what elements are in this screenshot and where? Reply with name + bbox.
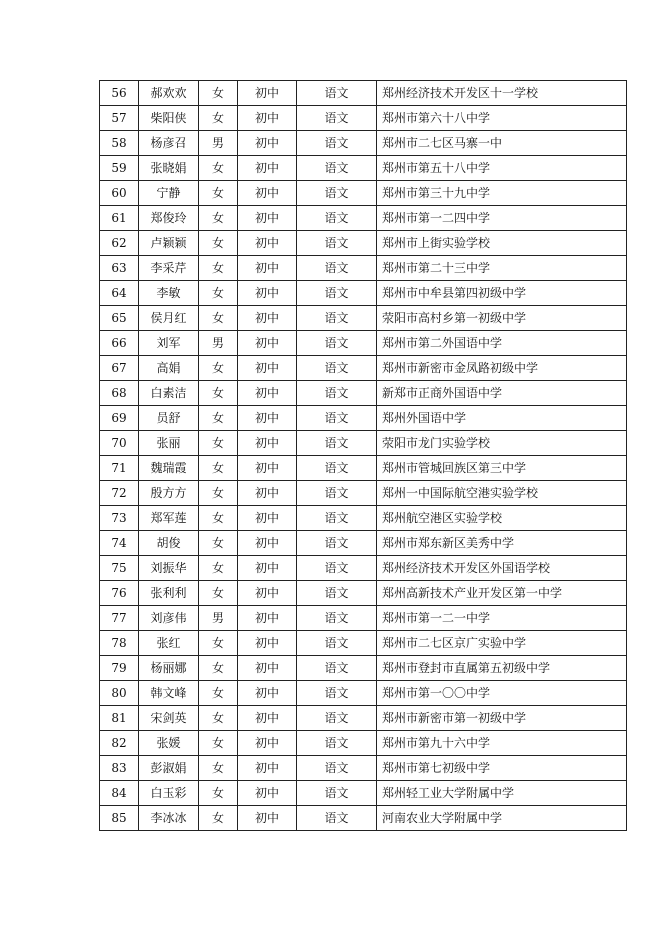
gender-cell: 男	[199, 131, 238, 156]
row-number-cell: 61	[100, 206, 139, 231]
subject-cell: 语文	[297, 481, 377, 506]
school-cell: 郑州市二七区马寨一中	[377, 131, 627, 156]
level-cell: 初中	[238, 81, 297, 106]
row-number-cell: 58	[100, 131, 139, 156]
school-cell: 郑州市第一〇〇中学	[377, 681, 627, 706]
row-number-cell: 67	[100, 356, 139, 381]
row-number-cell: 63	[100, 256, 139, 281]
school-cell: 郑州市管城回族区第三中学	[377, 456, 627, 481]
school-cell: 郑州市新密市第一初级中学	[377, 706, 627, 731]
gender-cell: 女	[199, 106, 238, 131]
row-number-cell: 71	[100, 456, 139, 481]
table-row	[100, 806, 627, 831]
level-cell: 初中	[238, 256, 297, 281]
gender-cell: 女	[199, 631, 238, 656]
gender-cell: 女	[199, 306, 238, 331]
name-cell: 高娟	[139, 356, 199, 381]
school-cell: 郑州市第三十九中学	[377, 181, 627, 206]
gender-cell: 女	[199, 381, 238, 406]
school-cell: 荥阳市高村乡第一初级中学	[377, 306, 627, 331]
level-cell: 初中	[238, 456, 297, 481]
name-cell: 魏瑞霞	[139, 456, 199, 481]
subject-cell: 语文	[297, 181, 377, 206]
gender-cell: 女	[199, 681, 238, 706]
table-row	[100, 681, 627, 706]
name-cell: 韩文峰	[139, 681, 199, 706]
row-number-cell: 81	[100, 706, 139, 731]
table-row	[100, 106, 627, 131]
name-cell: 宋剑英	[139, 706, 199, 731]
table-row	[100, 431, 627, 456]
gender-cell: 女	[199, 531, 238, 556]
subject-cell: 语文	[297, 106, 377, 131]
row-number-cell: 77	[100, 606, 139, 631]
school-cell: 郑州市第七初级中学	[377, 756, 627, 781]
gender-cell: 女	[199, 156, 238, 181]
subject-cell: 语文	[297, 81, 377, 106]
school-cell: 郑州市上街实验学校	[377, 231, 627, 256]
row-number-cell: 62	[100, 231, 139, 256]
level-cell: 初中	[238, 356, 297, 381]
name-cell: 李采芹	[139, 256, 199, 281]
row-number-cell: 73	[100, 506, 139, 531]
subject-cell: 语文	[297, 756, 377, 781]
table-row	[100, 456, 627, 481]
level-cell: 初中	[238, 731, 297, 756]
school-cell: 郑州市新密市金凤路初级中学	[377, 356, 627, 381]
table-row	[100, 706, 627, 731]
roster-body	[100, 81, 627, 831]
table-row	[100, 156, 627, 181]
subject-cell: 语文	[297, 231, 377, 256]
name-cell: 李冰冰	[139, 806, 199, 831]
gender-cell: 女	[199, 81, 238, 106]
subject-cell: 语文	[297, 306, 377, 331]
row-number-cell: 83	[100, 756, 139, 781]
name-cell: 张利利	[139, 581, 199, 606]
table-row	[100, 231, 627, 256]
gender-cell: 女	[199, 756, 238, 781]
level-cell: 初中	[238, 631, 297, 656]
table-row	[100, 381, 627, 406]
subject-cell: 语文	[297, 656, 377, 681]
name-cell: 杨丽娜	[139, 656, 199, 681]
name-cell: 刘振华	[139, 556, 199, 581]
level-cell: 初中	[238, 706, 297, 731]
school-cell: 郑州市第二十三中学	[377, 256, 627, 281]
name-cell: 胡俊	[139, 531, 199, 556]
level-cell: 初中	[238, 406, 297, 431]
table-row	[100, 256, 627, 281]
row-number-cell: 59	[100, 156, 139, 181]
level-cell: 初中	[238, 781, 297, 806]
row-number-cell: 75	[100, 556, 139, 581]
subject-cell: 语文	[297, 556, 377, 581]
name-cell: 郑军莲	[139, 506, 199, 531]
level-cell: 初中	[238, 531, 297, 556]
gender-cell: 女	[199, 506, 238, 531]
gender-cell: 女	[199, 456, 238, 481]
name-cell: 白素洁	[139, 381, 199, 406]
table-row	[100, 481, 627, 506]
level-cell: 初中	[238, 431, 297, 456]
level-cell: 初中	[238, 556, 297, 581]
table-row	[100, 406, 627, 431]
gender-cell: 女	[199, 281, 238, 306]
gender-cell: 女	[199, 356, 238, 381]
table-row	[100, 756, 627, 781]
name-cell: 张红	[139, 631, 199, 656]
school-cell: 郑州高新技术产业开发区第一中学	[377, 581, 627, 606]
gender-cell: 女	[199, 706, 238, 731]
name-cell: 刘军	[139, 331, 199, 356]
row-number-cell: 65	[100, 306, 139, 331]
school-cell: 郑州航空港区实验学校	[377, 506, 627, 531]
level-cell: 初中	[238, 656, 297, 681]
name-cell: 郑俊玲	[139, 206, 199, 231]
gender-cell: 女	[199, 406, 238, 431]
subject-cell: 语文	[297, 531, 377, 556]
row-number-cell: 57	[100, 106, 139, 131]
subject-cell: 语文	[297, 806, 377, 831]
name-cell: 杨彦召	[139, 131, 199, 156]
table-row	[100, 206, 627, 231]
name-cell: 刘彦伟	[139, 606, 199, 631]
subject-cell: 语文	[297, 256, 377, 281]
school-cell: 河南农业大学附属中学	[377, 806, 627, 831]
school-cell: 郑州市第九十六中学	[377, 731, 627, 756]
level-cell: 初中	[238, 156, 297, 181]
subject-cell: 语文	[297, 331, 377, 356]
name-cell: 李敏	[139, 281, 199, 306]
school-cell: 郑州外国语中学	[377, 406, 627, 431]
subject-cell: 语文	[297, 456, 377, 481]
row-number-cell: 82	[100, 731, 139, 756]
level-cell: 初中	[238, 606, 297, 631]
subject-cell: 语文	[297, 506, 377, 531]
table-row	[100, 656, 627, 681]
school-cell: 郑州市第一二四中学	[377, 206, 627, 231]
table-row	[100, 81, 627, 106]
school-cell: 郑州市中牟县第四初级中学	[377, 281, 627, 306]
table-row	[100, 356, 627, 381]
row-number-cell: 84	[100, 781, 139, 806]
level-cell: 初中	[238, 806, 297, 831]
table-row	[100, 781, 627, 806]
school-cell: 郑州市第五十八中学	[377, 156, 627, 181]
table-row	[100, 556, 627, 581]
subject-cell: 语文	[297, 681, 377, 706]
level-cell: 初中	[238, 681, 297, 706]
gender-cell: 男	[199, 331, 238, 356]
row-number-cell: 66	[100, 331, 139, 356]
row-number-cell: 70	[100, 431, 139, 456]
level-cell: 初中	[238, 506, 297, 531]
name-cell: 员舒	[139, 406, 199, 431]
level-cell: 初中	[238, 231, 297, 256]
teacher-roster-table	[99, 80, 627, 831]
name-cell: 张晓娟	[139, 156, 199, 181]
school-cell: 郑州市二七区京广实验中学	[377, 631, 627, 656]
gender-cell: 男	[199, 606, 238, 631]
row-number-cell: 69	[100, 406, 139, 431]
subject-cell: 语文	[297, 631, 377, 656]
school-cell: 郑州市郑东新区美秀中学	[377, 531, 627, 556]
gender-cell: 女	[199, 256, 238, 281]
row-number-cell: 85	[100, 806, 139, 831]
school-cell: 郑州经济技术开发区外国语学校	[377, 556, 627, 581]
table-row	[100, 581, 627, 606]
level-cell: 初中	[238, 481, 297, 506]
table-row	[100, 531, 627, 556]
table-row	[100, 281, 627, 306]
level-cell: 初中	[238, 306, 297, 331]
name-cell: 柴阳侠	[139, 106, 199, 131]
table-row	[100, 606, 627, 631]
gender-cell: 女	[199, 481, 238, 506]
school-cell: 郑州轻工业大学附属中学	[377, 781, 627, 806]
level-cell: 初中	[238, 756, 297, 781]
level-cell: 初中	[238, 281, 297, 306]
school-cell: 郑州市第二外国语中学	[377, 331, 627, 356]
table-row	[100, 181, 627, 206]
gender-cell: 女	[199, 206, 238, 231]
gender-cell: 女	[199, 781, 238, 806]
level-cell: 初中	[238, 581, 297, 606]
row-number-cell: 74	[100, 531, 139, 556]
name-cell: 彭淑娟	[139, 756, 199, 781]
school-cell: 新郑市正商外国语中学	[377, 381, 627, 406]
table-row	[100, 306, 627, 331]
subject-cell: 语文	[297, 781, 377, 806]
subject-cell: 语文	[297, 731, 377, 756]
subject-cell: 语文	[297, 406, 377, 431]
gender-cell: 女	[199, 556, 238, 581]
gender-cell: 女	[199, 181, 238, 206]
table-row	[100, 731, 627, 756]
school-cell: 郑州市第六十八中学	[377, 106, 627, 131]
school-cell: 郑州市登封市直属第五初级中学	[377, 656, 627, 681]
subject-cell: 语文	[297, 606, 377, 631]
name-cell: 宁静	[139, 181, 199, 206]
level-cell: 初中	[238, 206, 297, 231]
name-cell: 白玉彩	[139, 781, 199, 806]
row-number-cell: 76	[100, 581, 139, 606]
gender-cell: 女	[199, 656, 238, 681]
school-cell: 郑州市第一二一中学	[377, 606, 627, 631]
level-cell: 初中	[238, 381, 297, 406]
name-cell: 张丽	[139, 431, 199, 456]
name-cell: 殷方方	[139, 481, 199, 506]
level-cell: 初中	[238, 131, 297, 156]
subject-cell: 语文	[297, 381, 377, 406]
gender-cell: 女	[199, 431, 238, 456]
row-number-cell: 78	[100, 631, 139, 656]
row-number-cell: 64	[100, 281, 139, 306]
gender-cell: 女	[199, 231, 238, 256]
row-number-cell: 68	[100, 381, 139, 406]
subject-cell: 语文	[297, 156, 377, 181]
row-number-cell: 80	[100, 681, 139, 706]
subject-cell: 语文	[297, 281, 377, 306]
level-cell: 初中	[238, 331, 297, 356]
level-cell: 初中	[238, 106, 297, 131]
name-cell: 张媛	[139, 731, 199, 756]
row-number-cell: 56	[100, 81, 139, 106]
subject-cell: 语文	[297, 356, 377, 381]
subject-cell: 语文	[297, 431, 377, 456]
school-cell: 郑州一中国际航空港实验学校	[377, 481, 627, 506]
name-cell: 卢颖颖	[139, 231, 199, 256]
level-cell: 初中	[238, 181, 297, 206]
subject-cell: 语文	[297, 581, 377, 606]
row-number-cell: 72	[100, 481, 139, 506]
school-cell: 郑州经济技术开发区十一学校	[377, 81, 627, 106]
table-row	[100, 331, 627, 356]
row-number-cell: 60	[100, 181, 139, 206]
table-row	[100, 506, 627, 531]
gender-cell: 女	[199, 731, 238, 756]
row-number-cell: 79	[100, 656, 139, 681]
gender-cell: 女	[199, 581, 238, 606]
table-row	[100, 131, 627, 156]
subject-cell: 语文	[297, 706, 377, 731]
table-row	[100, 631, 627, 656]
name-cell: 郝欢欢	[139, 81, 199, 106]
subject-cell: 语文	[297, 206, 377, 231]
subject-cell: 语文	[297, 131, 377, 156]
name-cell: 侯月红	[139, 306, 199, 331]
gender-cell: 女	[199, 806, 238, 831]
school-cell: 荥阳市龙门实验学校	[377, 431, 627, 456]
